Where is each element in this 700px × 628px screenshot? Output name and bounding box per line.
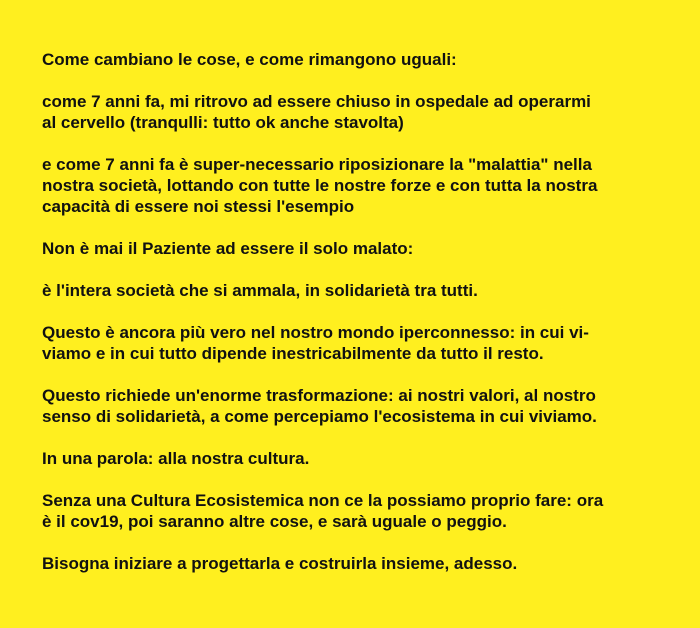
text-line: come 7 anni fa, mi ritrovo ad essere chiuso in ospedale ad operarmi	[42, 92, 591, 111]
text-line: Questo richiede un'enorme trasformazione: ai nostri valori, al nostro	[42, 386, 596, 405]
post-text	[42, 49, 662, 574]
text-line: è l'intera società che si ammala, in solidarietà tra tutti.	[42, 281, 478, 300]
text-line: Questo è ancora più vero nel nostro mondo iperconnesso: in cui vi-	[42, 323, 589, 342]
text-line: Senza una Cultura Ecosistemica non ce la possiamo proprio fare: ora	[42, 491, 604, 510]
paragraph-illness	[42, 154, 662, 217]
text-line: Non è mai il Paziente ad essere il solo malato:	[42, 239, 414, 258]
text-line: e come 7 anni fa è super-necessario riposizionare la "malattia" nella	[42, 155, 592, 174]
text-line: Come cambiano le cose, e come rimangono uguali:	[42, 50, 457, 69]
text-line: viamo e in cui tutto dipende inestricabilmente da tutto il resto.	[42, 344, 544, 363]
paragraph-culture	[42, 448, 662, 469]
text-line: capacità di essere noi stessi l'esempio	[42, 197, 355, 216]
text-line: senso di solidarietà, a come percepiamo l'ecosistema in cui viviamo.	[42, 407, 597, 426]
text-line: Bisogna iniziare a progettarla e costruirla insieme, adesso.	[42, 554, 518, 573]
text-line: al cervello (tranqulli: tutto ok anche stavolta)	[42, 113, 404, 132]
paragraph-hospital	[42, 91, 662, 133]
paragraph-closing	[42, 553, 662, 574]
text-line: nostra società, lottando con tutte le nostre forze e con tutta la nostra	[42, 176, 598, 195]
paragraph-ecosystem	[42, 490, 662, 532]
paragraph-transformation	[42, 385, 662, 427]
paragraph-patient	[42, 238, 662, 259]
paragraph-connected	[42, 322, 662, 364]
text-line: In una parola: alla nostra cultura.	[42, 449, 310, 468]
text-line: è il cov19, poi saranno altre cose, e sarà uguale o peggio.	[42, 512, 507, 531]
paragraph-intro	[42, 49, 662, 70]
paragraph-society	[42, 280, 662, 301]
